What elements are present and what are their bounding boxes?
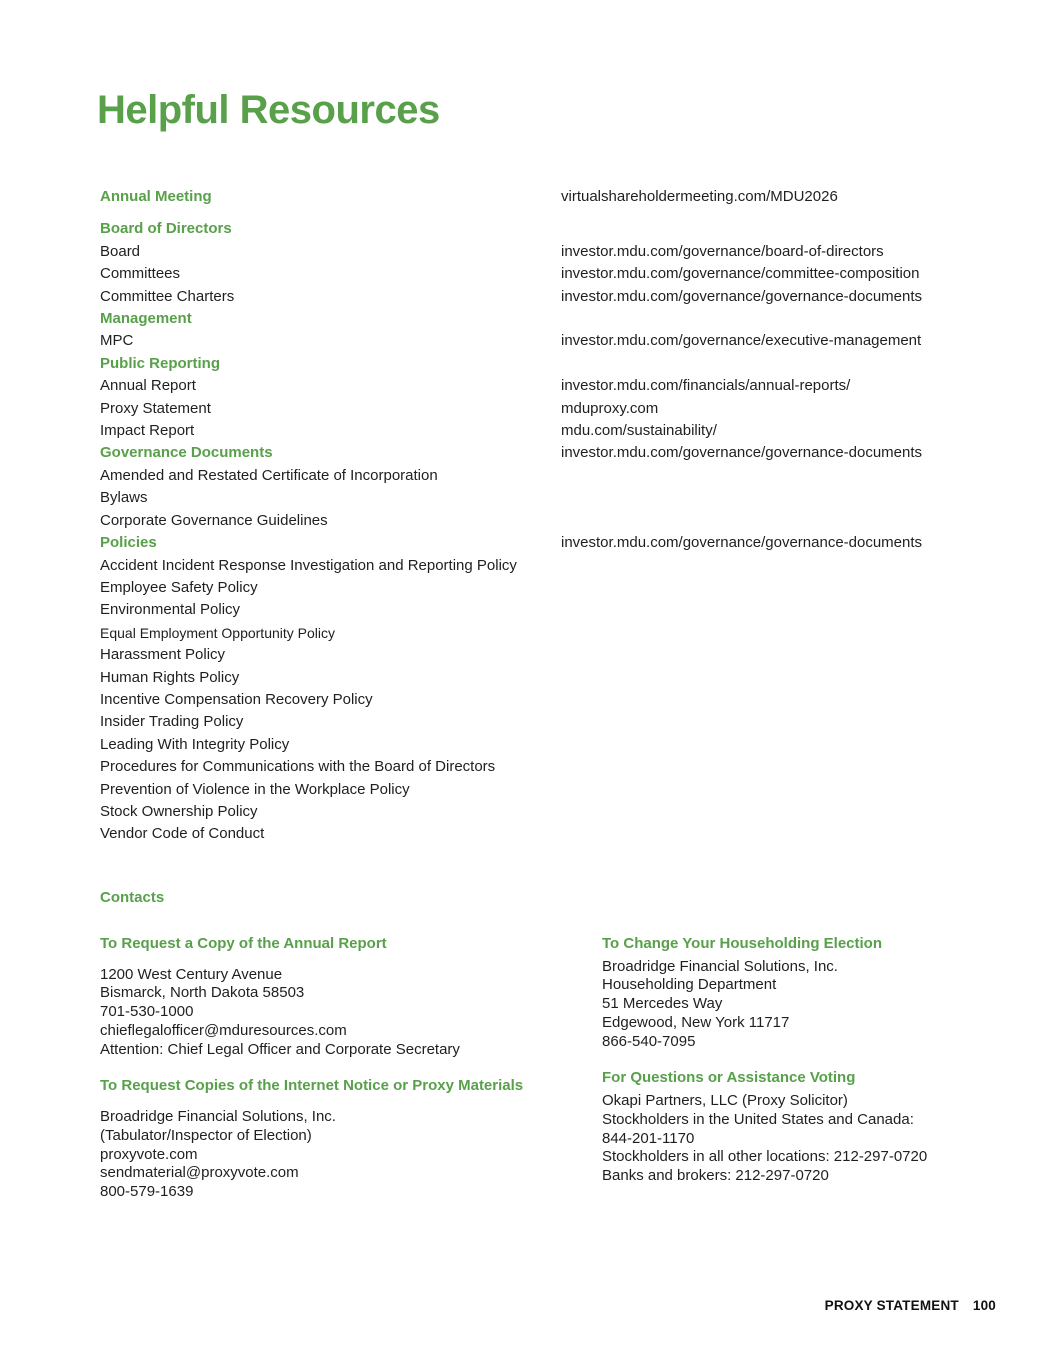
- resource-row: [100, 186, 996, 208]
- resource-row: [100, 734, 996, 756]
- resource-label: Impact Report: [100, 422, 195, 440]
- contact-line: Okapi Partners, LLC (Proxy Solicitor): [602, 1092, 848, 1110]
- resource-url: investor.mdu.com/governance/committee-composition: [561, 265, 920, 283]
- resource-label: Leading With Integrity Policy: [100, 735, 290, 753]
- contact-lines: [100, 966, 602, 1060]
- contacts-right-column: [602, 934, 996, 1219]
- contacts-columns: [100, 934, 996, 1219]
- resource-row: [100, 644, 996, 666]
- resource-row: [100, 756, 996, 778]
- resource-row: [100, 667, 996, 689]
- resource-row: [100, 398, 996, 420]
- contact-line: sendmaterial@proxyvote.com: [100, 1164, 299, 1182]
- resource-row: [100, 353, 996, 375]
- resource-url: investor.mdu.com/financials/annual-reports/: [561, 377, 851, 395]
- contact-line: 866-540-7095: [602, 1032, 696, 1050]
- contact-lines: [602, 1092, 996, 1186]
- resource-label: Public Reporting: [100, 354, 220, 372]
- resource-row: [100, 801, 996, 823]
- contact-line: 51 Mercedes Way: [602, 995, 723, 1013]
- resource-row: [100, 711, 996, 733]
- resource-label: Board: [100, 242, 141, 260]
- resource-label: Policies: [100, 534, 157, 552]
- resource-label: Governance Documents: [100, 444, 273, 462]
- resource-row: [100, 375, 996, 397]
- resource-url: virtualshareholdermeeting.com/MDU2026: [561, 188, 838, 205]
- contact-lines: [100, 1108, 602, 1202]
- contact-line: 1200 West Century Avenue: [100, 965, 283, 983]
- page-footer: [825, 1298, 996, 1313]
- resource-row: [100, 577, 996, 599]
- resource-row: [100, 487, 996, 509]
- resource-row: [100, 330, 996, 352]
- resource-label: Employee Safety Policy: [100, 578, 258, 596]
- contact-heading: To Request Copies of the Internet Notice or Proxy Materials: [100, 1077, 524, 1095]
- footer-label: PROXY STATEMENT: [824, 1298, 959, 1313]
- resource-label: Proxy Statement: [100, 399, 211, 417]
- resource-label: Harassment Policy: [100, 646, 226, 664]
- contact-line: Stockholders in all other locations: 212-297-0720: [602, 1148, 928, 1166]
- resource-label: Human Rights Policy: [100, 668, 240, 686]
- resources-table: [100, 186, 996, 846]
- contact-line: (Tabulator/Inspector of Election): [100, 1127, 312, 1144]
- contact-heading: For Questions or Assistance Voting: [602, 1069, 856, 1087]
- resource-label: Annual Report: [100, 377, 196, 395]
- resource-label: Corporate Governance Guidelines: [100, 511, 328, 529]
- contact-line: Banks and brokers: 212-297-0720: [602, 1167, 829, 1185]
- resource-row: [100, 555, 996, 577]
- resource-url: investor.mdu.com/governance/governance-documents: [561, 534, 923, 552]
- resource-label: Environmental Policy: [100, 601, 241, 619]
- resource-url: investor.mdu.com/governance/governance-documents: [561, 287, 923, 305]
- resource-row: [100, 622, 996, 644]
- resource-row: [100, 308, 996, 330]
- resource-url: mdu.com/sustainability/: [561, 422, 717, 440]
- contact-line: Broadridge Financial Solutions, Inc.: [100, 1108, 336, 1126]
- resource-row: [100, 823, 996, 845]
- resource-label: MPC: [100, 332, 134, 350]
- resource-row: [100, 218, 996, 240]
- resource-label: Accident Incident Response Investigation and Reporting Policy: [100, 556, 517, 574]
- resource-label: Bylaws: [100, 489, 148, 507]
- contacts-left-column: [100, 934, 602, 1219]
- resource-label: Stock Ownership Policy: [100, 802, 258, 820]
- contact-line: 844-201-1170: [602, 1129, 695, 1147]
- resource-row: [100, 263, 996, 285]
- contact-heading: To Request a Copy of the Annual Report: [100, 934, 387, 952]
- resource-label: Prevention of Violence in the Workplace Policy: [100, 780, 410, 798]
- resource-url: mduproxy.com: [561, 399, 659, 417]
- resource-label: Annual Meeting: [100, 188, 212, 205]
- page-title: Helpful Resources: [97, 88, 440, 132]
- contact-line: Stockholders in the United States and Canada:: [602, 1111, 914, 1128]
- resource-label: Insider Trading Policy: [100, 713, 244, 731]
- contact-line: 800-579-1639: [100, 1183, 194, 1201]
- resource-row: [100, 599, 996, 621]
- resource-row: [100, 241, 996, 263]
- contact-line: Attention: Chief Legal Officer and Corporate Secretary: [100, 1040, 460, 1058]
- contacts-section-heading: Contacts: [100, 888, 165, 906]
- resource-label: Committees: [100, 265, 181, 283]
- contact-block: [100, 1076, 602, 1202]
- resource-row: [100, 442, 996, 464]
- resource-row: [100, 532, 996, 554]
- resource-label: Amended and Restated Certificate of Incorporation: [100, 466, 438, 484]
- contact-lines: [602, 958, 996, 1052]
- resource-label: Equal Employment Opportunity Policy: [100, 624, 335, 641]
- contact-line: Householding Department: [602, 976, 777, 994]
- resource-url: investor.mdu.com/governance/executive-management: [561, 332, 922, 350]
- resource-row: [100, 779, 996, 801]
- resource-row: [100, 465, 996, 487]
- contact-line: Edgewood, New York 11717: [602, 1013, 790, 1031]
- contact-line: 701-530-1000: [100, 1003, 194, 1021]
- resource-label: Board of Directors: [100, 220, 232, 238]
- contact-line: Broadridge Financial Solutions, Inc.: [602, 957, 838, 975]
- resource-row: [100, 689, 996, 711]
- resource-url: investor.mdu.com/governance/governance-documents: [561, 444, 923, 462]
- footer-page-number: 100: [972, 1298, 996, 1313]
- resource-url: investor.mdu.com/governance/board-of-directors: [561, 242, 884, 260]
- contact-line: Bismarck, North Dakota 58503: [100, 984, 305, 1002]
- resource-row: [100, 420, 996, 442]
- contact-block: [602, 934, 996, 1052]
- resource-label: Vendor Code of Conduct: [100, 825, 265, 843]
- contact-heading: To Change Your Householding Election: [602, 934, 883, 952]
- contact-block: [602, 1068, 996, 1186]
- resource-row: [100, 510, 996, 532]
- resource-label: Incentive Compensation Recovery Policy: [100, 690, 373, 708]
- resource-label: Committee Charters: [100, 287, 235, 305]
- contact-block: [100, 934, 602, 1060]
- contact-line: proxyvote.com: [100, 1145, 198, 1163]
- resource-row: [100, 286, 996, 308]
- resource-label: Procedures for Communications with the Board of Directors: [100, 758, 496, 776]
- resource-label: Management: [100, 310, 192, 328]
- contact-line: chieflegalofficer@mduresources.com: [100, 1021, 347, 1039]
